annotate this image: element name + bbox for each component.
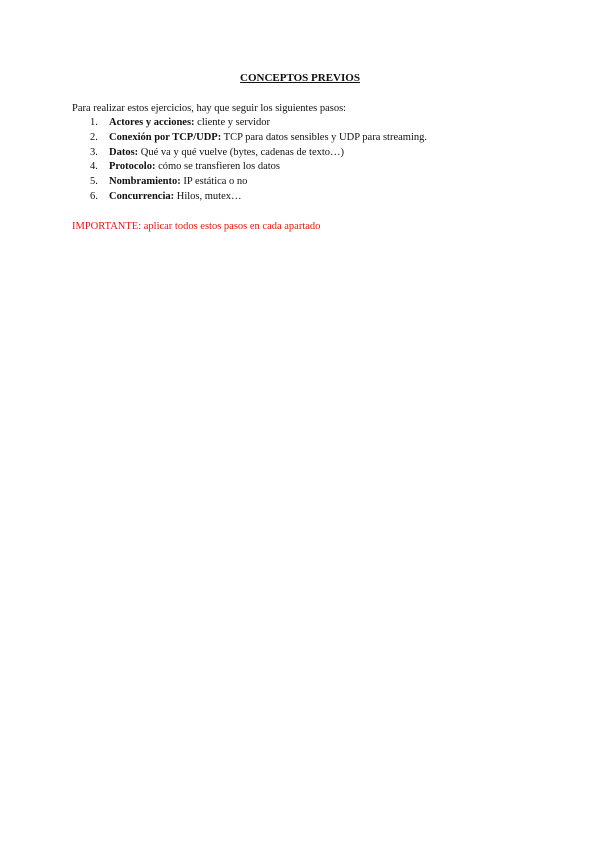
list-item-body xyxy=(109,146,344,161)
important-note: IMPORTANTE: aplicar todos estos pasos en cada apartado xyxy=(72,221,321,232)
page-title: CONCEPTOS PREVIOS xyxy=(240,72,360,84)
intro-paragraph: Para realizar estos ejercicios, hay que seguir los siguientes pasos: xyxy=(72,103,347,114)
list-item-text: TCP para datos sensibles y UDP para streaming. xyxy=(221,131,428,143)
list-item-term: Concurrencia: xyxy=(109,190,175,202)
list-item-text: Qué va y qué vuelve (bytes, cadenas de texto…) xyxy=(138,146,345,158)
list-item-body xyxy=(109,160,280,175)
list-item-text: Hilos, mutex… xyxy=(174,190,242,202)
list-item-number: 1. xyxy=(90,117,98,128)
list-item-body xyxy=(109,190,242,205)
list-item-number: 5. xyxy=(90,176,98,188)
list-item-term: Datos: xyxy=(109,146,139,158)
list-item-number: 2. xyxy=(90,131,98,143)
list-item-term: Nombramiento: xyxy=(109,176,181,188)
list-item-body xyxy=(109,131,427,146)
list-item-body xyxy=(109,175,247,190)
list-item-text: cómo se transfieren los datos xyxy=(155,161,280,173)
list-item-number: 6. xyxy=(90,190,98,202)
list-item-text: cliente y servidor xyxy=(194,117,271,128)
list-item-text: IP estática o no xyxy=(180,176,248,188)
list-item-number: 3. xyxy=(90,146,98,158)
list-item-term: Protocolo: xyxy=(109,161,156,173)
list-item-term: Actores y acciones: xyxy=(109,117,195,128)
list-item-body xyxy=(109,116,270,131)
list-item-number: 4. xyxy=(90,161,98,173)
list-item-term: Conexión por TCP/UDP: xyxy=(109,131,222,143)
